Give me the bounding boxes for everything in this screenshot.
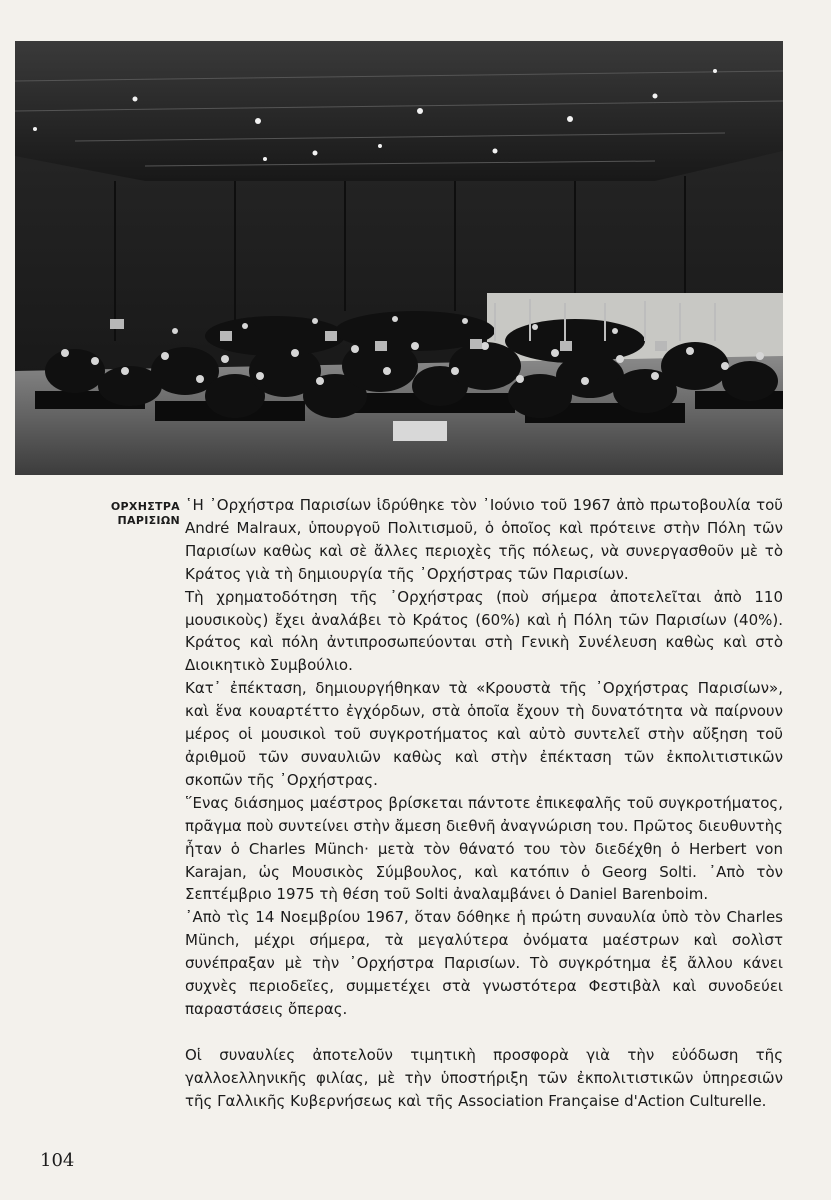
paragraph-ensembles: Κατ᾿ ἐπέκταση, δημιουργήθηκαν τὰ «Κρουστὰ τῆς ᾿Ορχήστρας Παρισίων», καὶ ἕνα κουαρτέττο ἐγχόρδων, στὰ ὁποῖα ἔχουν τὴ δυνατότητα νὰ παίρνουν μέρος οἱ μουσικοὶ τοῦ συγκροτήματος καὶ αὐτὸ συντελεῖ στὴν αὔξηση τοῦ ἀριθμοῦ τῶν συναυλιῶν καθὼς καὶ στὴν ἐπέκταση τῶν ἐκπολιτιστικῶν σκοπῶν τῆς ᾿Ορχήστρας. <box>185 679 783 789</box>
orchestra-photo <box>15 41 783 475</box>
section-label-line-2: ΠΑΡΙΣΙΩΝ <box>117 514 180 527</box>
paragraph-closing: Οἱ συναυλίες ἀποτελοῦν τιμητικὴ προσφορὰ γιὰ τὴν εὐόδωση τῆς γαλλοελληνικῆς φιλίας, μὲ τὴν ὑποστήριξη τῶν ἐκπολιτιστικῶν ὑπηρεσιῶν τῆς Γαλλικῆς Κυβερνήσεως καὶ τῆς Association Française d'Action Culturelle. <box>185 1045 783 1110</box>
paragraph-founding: ῾Η ᾿Ορχήστρα Παρισίων ἱδρύθηκε τὸν ᾿Ιούνιο τοῦ 1967 ἀπὸ πρωτοβουλία τοῦ André Malraux, ὑπουργοῦ Πολιτισμοῦ, ὁ ὁποῖος καὶ πρότεινε στὴν Πόλη τῶν Παρισίων καθὼς καὶ σὲ ἄλλες περιοχὲς τῆς πόλεως, νὰ συνεργασθοῦν μὲ τὸ Κράτος γιὰ τὴ δημιουργία τῆς ᾿Ορχήστρας τῶν Παρισίων. <box>185 496 783 583</box>
section-label-line-1: ΟΡΧΗΣΤΡΑ <box>110 500 180 513</box>
paragraph-conductors: ῞Ενας διάσημος μαέστρος βρίσκεται πάντοτε ἐπικεφαλῆς τοῦ συγκροτήματος, πρᾶγμα ποὺ συντείνει στὴν ἄμεση διεθνῆ ἀναγνώριση του. Πρῶτος διευθυντὴς ἦταν ὁ Charles Münch· μετὰ τὸν θάνατό του τὸν διεδέχθη ὁ Herbert von Karajan, ὡς Μουσικὸς Σύμβουλος, καὶ κατόπιν ὁ Georg Solti. ᾿Απὸ τὸν Σεπτέμβριο 1975 τὴ θέση τοῦ Solti ἀναλαμβάνει ὁ Daniel Barenboim. <box>185 793 783 904</box>
page-number: 104 <box>40 1150 75 1171</box>
paragraph-funding: Τὴ χρηματοδότηση τῆς ᾿Ορχήστρας (ποὺ σήμερα ἀποτελεῖται ἀπὸ 110 μουσικοὺς) ἔχει ἀναλάβει τὸ Κράτος (60%) καὶ ἡ Πόλη τῶν Παρισίων (40%). Κράτος καὶ πόλη ἀντιπροσωπεύονται στὴ Γενικὴ Συνέλευση καθὼς καὶ στὸ Διοικητικὸ Συμβούλιο. <box>185 587 783 675</box>
paragraph-concerts: ᾿Απὸ τὶς 14 Νοεμβρίου 1967, ὅταν δόθηκε ἡ πρώτη συναυλία ὑπὸ τὸν Charles Münch, μέχρι σήμερα, τὰ μεγαλύτερα ὀνόματα μαέστρων καὶ σολὶστ συνέπραξαν μὲ τὴν ᾿Ορχήστρα Παρισίων. Τὸ συγκρότημα ἐξ ἄλλου κάνει συχνὲς περιοδεῖες, συμμετέχει στὰ γνωστότερα Φεστιβὰλ καὶ συνοδεύει παραστάσεις ὄπερας. <box>185 908 783 1018</box>
article-body <box>185 494 783 1113</box>
section-label <box>60 500 180 528</box>
